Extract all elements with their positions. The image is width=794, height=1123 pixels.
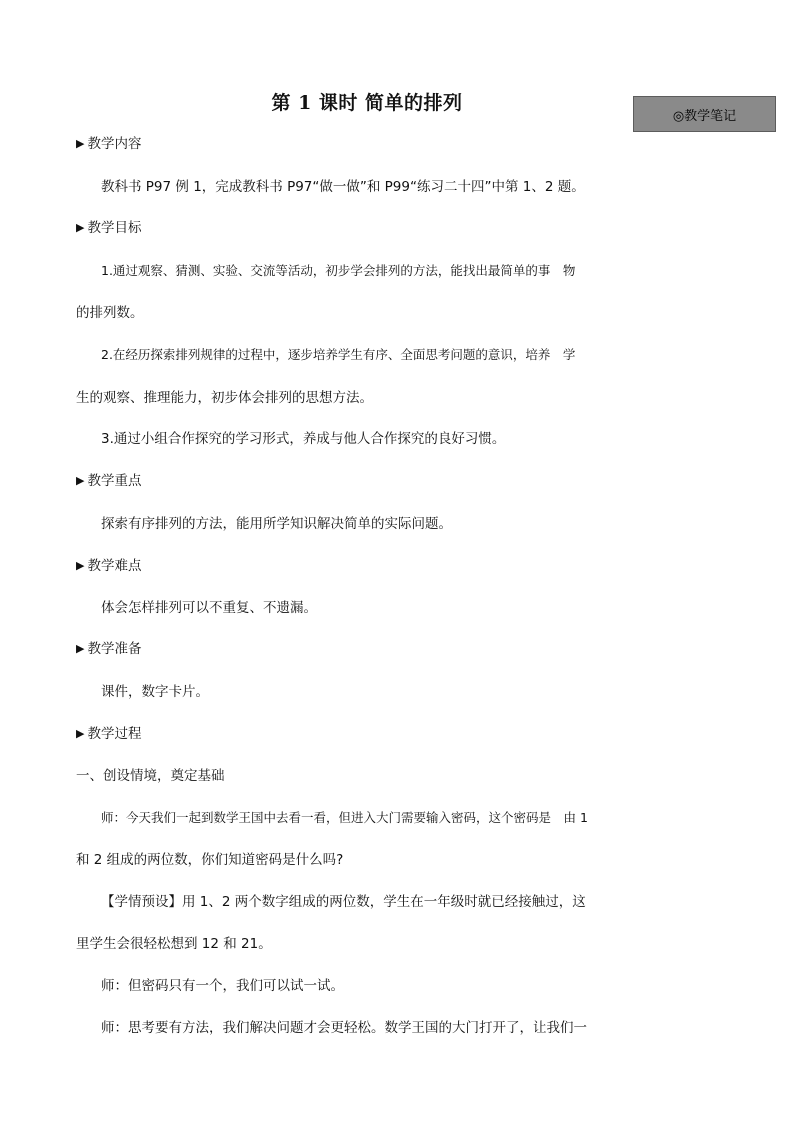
paragraph-line: 探索有序排列的方法，能用所学知识解决简单的实际问题。 — [101, 516, 452, 532]
section-heading-label: 教学准备 — [87, 641, 142, 657]
paragraph-line: 【学情预设】用 1、2 两个数字组成的两位数，学生在一年级时就已经接触过，这 — [101, 894, 586, 910]
section-heading — [76, 219, 141, 238]
triangle-bullet-icon: ▶ — [76, 221, 85, 234]
section-heading-label: 教学内容 — [87, 136, 142, 152]
paragraph-line: 1.通过观察、猜测、实验、交流等活动，初步学会排列的方法，能找出最简单的事 物 — [101, 263, 576, 278]
triangle-bullet-icon: ▶ — [76, 137, 85, 150]
paragraph-line: 体会怎样排列可以不重复、不遗漏。 — [101, 600, 317, 616]
paragraph-line: 教科书 P97 例 1，完成教科书 P97“做一做”和 P99“练习二十四”中第 1、2 题。 — [101, 179, 585, 195]
triangle-bullet-icon: ▶ — [76, 642, 85, 655]
paragraph-line: 生的观察、推理能力，初步体会排列的思想方法。 — [76, 390, 373, 406]
section-heading-label: 教学过程 — [87, 726, 142, 742]
triangle-bullet-icon: ▶ — [76, 474, 85, 487]
paragraph-line: 师：思考要有方法，我们解决问题才会更轻松。数学王国的大门打开了，让我们一 — [101, 1020, 587, 1036]
lesson-title: 第 1 课时 简单的排列 — [271, 92, 463, 114]
teaching-notes-box: ◎教学笔记 — [633, 96, 776, 132]
section-heading — [76, 472, 141, 491]
section-heading-label: 教学目标 — [87, 220, 142, 236]
section-heading — [76, 640, 141, 659]
paragraph-line: 里学生会很轻松想到 12 和 21。 — [76, 936, 272, 952]
paragraph-line: 2.在经历探索排列规律的过程中，逐步培养学生有序、全面思考问题的意识，培养 学 — [101, 347, 576, 362]
section-heading — [76, 725, 141, 744]
paragraph-line: 的排列数。 — [76, 305, 144, 321]
section-heading — [76, 557, 141, 576]
paragraph-line: 师：但密码只有一个，我们可以试一试。 — [101, 978, 344, 994]
triangle-bullet-icon: ▶ — [76, 727, 85, 740]
triangle-bullet-icon: ▶ — [76, 559, 85, 572]
paragraph-line: 一、创设情境，奠定基础 — [76, 768, 225, 784]
section-heading — [76, 135, 141, 154]
paragraph-line: 和 2 组成的两位数，你们知道密码是什么吗? — [76, 852, 344, 868]
section-heading-label: 教学难点 — [87, 558, 142, 574]
paragraph-line: 3.通过小组合作探究的学习形式，养成与他人合作探究的良好习惯。 — [101, 431, 506, 447]
paragraph-line: 师：今天我们一起到数学王国中去看一看，但进入大门需要输入密码，这个密码是 由 1 — [101, 810, 588, 825]
paragraph-line: 课件，数字卡片。 — [101, 684, 209, 700]
section-heading-label: 教学重点 — [87, 473, 142, 489]
